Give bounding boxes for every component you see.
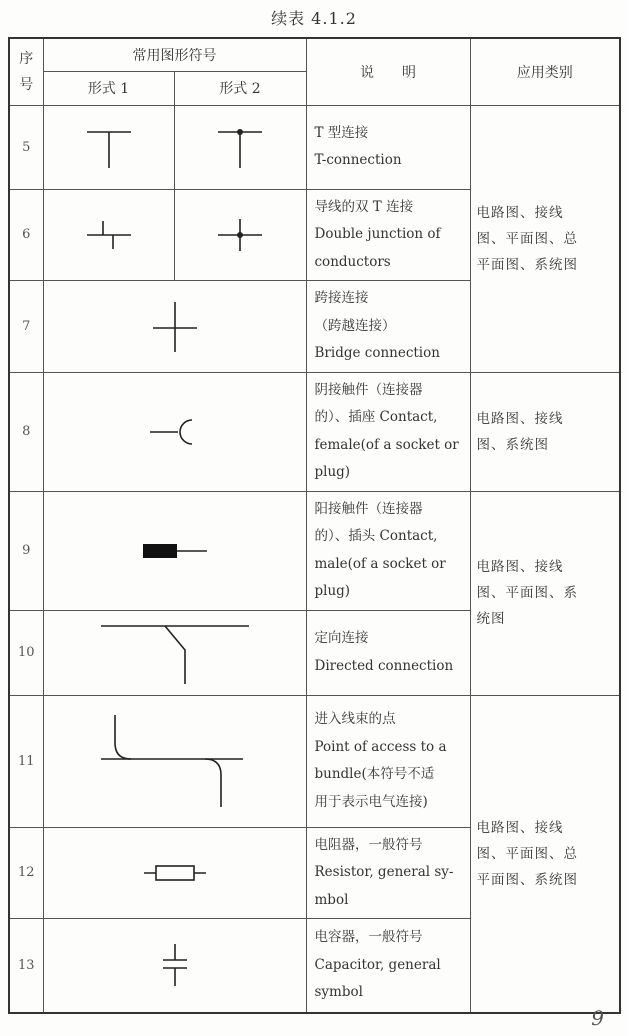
description-line: Bridge connection — [314, 345, 440, 361]
description-line: male(of a socket or — [314, 555, 446, 572]
description-cell — [306, 827, 470, 919]
header-form2: 形式 2 — [174, 71, 306, 105]
description-cell — [306, 919, 470, 1013]
table-row — [9, 372, 620, 491]
description-line: 阴接触件（连接器 — [314, 381, 423, 398]
table-row — [9, 105, 620, 189]
row-number: 8 — [9, 372, 43, 491]
category-line: 电路图、接线 — [476, 819, 564, 836]
symbol-table — [8, 37, 621, 1014]
description-line: 的）、插座 Contact, — [314, 409, 438, 425]
capacitor-symbol — [155, 940, 195, 990]
category-line: 图、平面图、总 — [476, 230, 578, 247]
category-line: 图、平面图、系 — [476, 585, 578, 601]
symbol-form1-cell — [43, 189, 174, 281]
category-line: 平面图、系统图 — [476, 871, 578, 888]
table-row — [9, 695, 620, 827]
row-number: 11 — [9, 695, 43, 827]
description-line: 进入线束的点 — [314, 711, 396, 727]
symbol-merged-cell — [43, 919, 306, 1013]
symbol-merged-cell — [43, 827, 306, 919]
description-cell — [306, 281, 470, 373]
header-description: 说 明 — [306, 38, 470, 105]
category-cell — [470, 695, 620, 1013]
description-line: 定向连接 — [314, 630, 369, 646]
bundle-access-symbol — [95, 711, 255, 811]
category-line: 电路图、接线 — [476, 410, 564, 427]
row-number: 9 — [9, 491, 43, 610]
row-number: 6 — [9, 189, 43, 281]
symbol-merged-cell — [43, 695, 306, 827]
header-category: 应用类别 — [470, 38, 620, 105]
description-line: Point of access to a — [314, 738, 447, 755]
description-line: 导线的双 T 连接 — [314, 198, 414, 215]
description-line: female(of a socket or — [314, 436, 459, 453]
category-line: 电路图、接线 — [476, 204, 564, 221]
category-line: 图、系统图 — [476, 436, 549, 453]
symbol-merged-cell — [43, 491, 306, 610]
symbol-merged-cell — [43, 281, 306, 373]
symbol-form2-cell — [174, 105, 306, 189]
description-line: Directed connection — [314, 657, 454, 674]
description-cell — [306, 610, 470, 695]
row-number: 10 — [9, 610, 43, 695]
description-line: 用于表示电气连接) — [314, 793, 428, 810]
description-line: bundle(本符号不适 — [314, 766, 435, 782]
table-caption: 续表 4.1.2 — [271, 9, 357, 28]
description-cell — [306, 491, 470, 610]
t-connection-symbol — [79, 122, 139, 172]
row-number: 12 — [9, 827, 43, 919]
directed-connection-symbol — [95, 618, 255, 688]
category-cell — [470, 105, 620, 372]
female-contact-symbol — [140, 412, 210, 452]
category-line: 图、平面图、总 — [476, 845, 578, 862]
description-cell — [306, 105, 470, 189]
description-line: conductors — [314, 253, 391, 270]
description-line: T-connection — [314, 152, 402, 168]
description-line: 的）、插头 Contact, — [314, 528, 438, 544]
header-symbol-group: 常用图形符号 — [43, 38, 306, 71]
symbol-merged-cell — [43, 610, 306, 695]
category-line: 统图 — [476, 611, 506, 627]
t-connection-dot-symbol — [210, 122, 270, 172]
bridge-crossing-symbol — [145, 296, 205, 356]
description-line: Double junction of — [314, 226, 441, 242]
description-line: Resistor, general sy- — [314, 864, 454, 880]
symbol-merged-cell — [43, 372, 306, 491]
description-cell — [306, 372, 470, 491]
category-cell — [470, 491, 620, 695]
page-number: 9 — [591, 1006, 604, 1030]
male-contact-symbol — [135, 536, 215, 566]
header-row-1 — [9, 38, 620, 71]
resistor-symbol — [140, 858, 210, 888]
description-line: 电容器，一般符号 — [314, 929, 423, 945]
table-row — [9, 491, 620, 610]
row-number: 13 — [9, 919, 43, 1013]
description-line: 跨接连接 — [314, 290, 369, 306]
header-seq-line2: 号 — [19, 76, 34, 93]
description-line: plug) — [314, 464, 351, 480]
description-line: 电阻器，一般符号 — [314, 836, 423, 853]
row-number: 7 — [9, 281, 43, 373]
description-line: mbol — [314, 891, 349, 908]
header-form1: 形式 1 — [43, 71, 174, 105]
symbol-form2-cell — [174, 189, 306, 281]
symbol-form1-cell — [43, 105, 174, 189]
double-t-junction-symbol — [79, 215, 139, 255]
description-line: （跨越连接） — [314, 317, 396, 334]
description-cell — [306, 189, 470, 281]
header-seq-line1: 序 — [19, 50, 34, 67]
description-line: symbol — [314, 984, 363, 1000]
description-cell — [306, 695, 470, 827]
header-seq — [9, 38, 43, 105]
description-line: plug) — [314, 583, 351, 599]
description-line: 阳接触件（连接器 — [314, 500, 423, 517]
category-line: 电路图、接线 — [476, 559, 564, 575]
description-line: T 型连接 — [314, 124, 369, 141]
category-cell — [470, 372, 620, 491]
description-line: Capacitor, general — [314, 956, 441, 973]
row-number: 5 — [9, 105, 43, 189]
category-line: 平面图、系统图 — [476, 256, 578, 273]
double-t-junction-dot-symbol — [210, 215, 270, 255]
